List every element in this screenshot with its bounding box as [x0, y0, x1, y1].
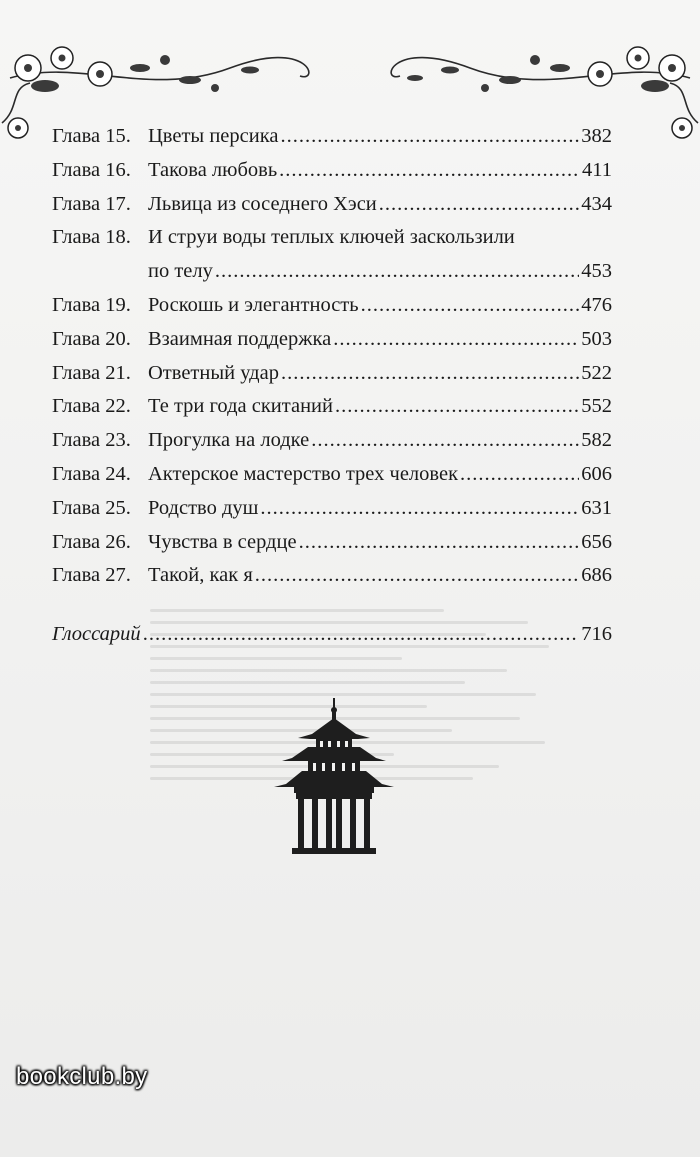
page-number: 522 — [581, 361, 612, 384]
watermark-text: bookclub.by — [16, 1063, 148, 1090]
dot-leader — [460, 458, 579, 492]
page-number: 552 — [581, 395, 612, 418]
chapter-title: Львица из соседнего Хэси — [148, 192, 377, 215]
chapter-title: Чувства в сердце — [148, 530, 297, 553]
chapter-title: Роскошь и элегантность — [148, 293, 359, 316]
page-number: 476 — [581, 293, 612, 316]
chapter-number: Глава 18. — [52, 226, 131, 249]
toc-entry-23 — [52, 424, 612, 458]
chapter-number: Глава 27. — [52, 564, 131, 587]
page-number: 606 — [581, 462, 612, 485]
chapter-title: Такой, как я — [148, 564, 253, 587]
page-number: 716 — [581, 623, 612, 645]
dot-leader — [143, 617, 580, 651]
chapter-number: Глава 21. — [52, 361, 131, 384]
page-number: 453 — [581, 260, 612, 283]
chapter-number: Глава 26. — [52, 530, 131, 553]
chapter-number: Глава 23. — [52, 429, 131, 452]
chapter-title: Родство душ — [148, 496, 259, 519]
chapter-title: Такова любовь — [148, 158, 278, 181]
toc-entry-26 — [52, 526, 612, 560]
page-number: 686 — [581, 564, 612, 587]
chapter-title: Прогулка на лодке — [148, 429, 310, 452]
chapter-title: Те три года скитаний — [148, 395, 333, 418]
dot-leader — [311, 424, 579, 458]
toc-entry-24 — [52, 458, 612, 492]
chapter-number: Глава 16. — [52, 158, 131, 181]
page-number: 434 — [581, 192, 612, 215]
chapter-number: Глава 15. — [52, 125, 131, 147]
dot-leader — [280, 120, 579, 154]
pagoda-icon — [272, 698, 396, 858]
toc-entry-16 — [52, 154, 612, 188]
toc-entry-15 — [52, 120, 612, 154]
toc-entry-18 — [52, 221, 612, 289]
dot-leader — [361, 289, 580, 323]
page-number: 656 — [581, 530, 612, 553]
dot-leader — [279, 154, 580, 188]
dot-leader — [215, 255, 579, 289]
chapter-title: Актерское мастерство трех человек — [148, 462, 459, 485]
chapter-title-continued: по телу — [148, 260, 213, 283]
toc-entry-19 — [52, 289, 612, 323]
page-number: 631 — [581, 496, 612, 519]
toc-entry-27 — [52, 559, 612, 593]
dot-leader — [335, 390, 579, 424]
dot-leader — [281, 357, 579, 391]
chapter-title: Цветы персика — [148, 125, 279, 147]
page-number: 582 — [581, 429, 612, 452]
glossary-label: Глоссарий — [52, 623, 141, 645]
chapter-number: Глава 20. — [52, 327, 131, 350]
chapter-title: И струи воды теплых ключей заскользили — [148, 226, 515, 249]
toc-entry-17 — [52, 188, 612, 222]
dot-leader — [260, 492, 579, 526]
toc-entry-21 — [52, 357, 612, 391]
dot-leader — [299, 526, 580, 560]
chapter-title: Взаимная поддержка — [148, 327, 332, 350]
toc-entry-22 — [52, 390, 612, 424]
dot-leader — [379, 188, 579, 222]
page-number: 503 — [581, 327, 612, 350]
chapter-number: Глава 19. — [52, 293, 131, 316]
chapter-title: Ответный удар — [148, 361, 279, 384]
toc-entry-20 — [52, 323, 612, 357]
dot-leader — [255, 559, 579, 593]
chapter-number: Глава 25. — [52, 496, 131, 519]
toc-entry-25 — [52, 492, 612, 526]
page-number: 382 — [581, 125, 612, 147]
toc-entry-glossary — [52, 617, 612, 651]
chapter-number: Глава 22. — [52, 395, 131, 418]
chapter-number: Глава 17. — [52, 192, 131, 215]
page-number: 411 — [582, 158, 612, 181]
dot-leader — [333, 323, 579, 357]
table-of-contents — [52, 120, 612, 593]
chapter-number: Глава 24. — [52, 462, 131, 485]
